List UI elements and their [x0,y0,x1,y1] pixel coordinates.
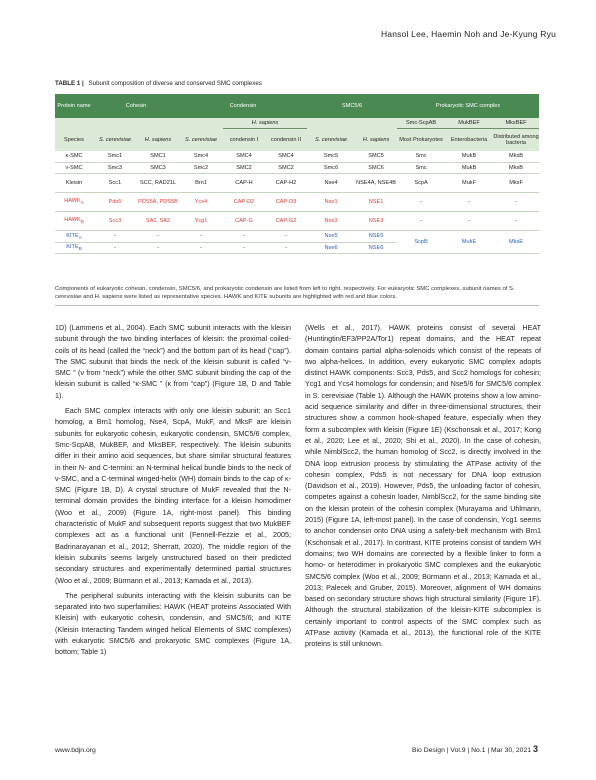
table-cell: NSE1 [355,193,397,212]
table-cell: ScpA [397,174,445,193]
table-cell: Nse6 [307,242,355,254]
footer-journal: Bio Design | Vol.9 | No.1 | Mar 30, 2021 [412,747,532,754]
species-cell: S. cerevisiae [179,129,223,152]
header-protein-name: Protein name [55,94,93,118]
species-cell: Species [55,129,93,152]
paragraph: Each SMC complex interacts with only one kleisin subunit: an Scc1 homolog, a Brn1 homolog, Nse4, ScpA, MukF, and MksF are kleisin subunits for eukaryotic cohesin, eukaryotic condensin, SMC5/6 complex, Smc-ScpAB, MukBEF, and MksBEF, respectively. The kleisin subunits differ in their amino acid sequences, but share similar structural features in their N- and C-termini: an N-terminal helical bundle binds to the neck of ν-SMC, and a C-terminal winged-helix (WH) domain binds to the cap of κ-SMC (Figure 1B, D). A crystal structure of MukF revealed that the N-terminal domain provides the binding interface for a kleisin homodimer (Woo et al., 2009) (Figure 1A, right-most panel). This binding characteristic of MukF and subsequent reports suggest that two MukBEF complexes act as a functional unit (Fennell-Fezzie et al., 2005; Badrinarayanan et al., 2012; Sherratt, 2020). The middle region of the kleisin subunits seems largely unstructured based on their predicted secondary structures and experimentally determined partial structures (Woo et al., 2009; Bürmann et al., 2013; Kamada et al., 2013). [55,406,291,585]
table-label: TABLE 1 | [55,80,84,87]
table-cell: Nse4 [307,174,355,193]
body-column-left [55,322,291,658]
footer-url[interactable]: www.bdjn.org [55,747,96,754]
table-cell: - [223,242,265,254]
table-cell: Smc3 [93,162,137,174]
table-cell: - [493,193,539,212]
subunit-table [55,94,539,254]
table-cell: MukB [445,162,493,174]
table-cell: CAP-G2 [265,212,307,231]
table-cell: SCC, RAD21L [137,174,179,193]
table-cell: CAP-H2 [265,174,307,193]
table-cell: - [493,212,539,231]
table-cell: Scc1 [93,174,137,193]
table-row [55,174,539,193]
table-cell: MukF [445,174,493,193]
table-cell: CAP-H [223,174,265,193]
subheader-mksbef: MksBEF [493,118,539,129]
table-cell: MksB [493,151,539,162]
species-cell: Distributed among bacteria [493,129,539,152]
table-cell: SMC6 [355,162,397,174]
table-cell: SA1, SA2 [137,212,179,231]
table-cell: NSE6 [355,242,397,254]
table-cell: Smc4 [179,151,223,162]
table-cell: SMC3 [137,162,179,174]
table-cell: - [93,231,137,243]
species-cell: Enterobacteria [445,129,493,152]
table-cell: CAP-D3 [265,193,307,212]
table-cell: SMC4 [265,151,307,162]
table-cell: - [265,242,307,254]
species-cell: condensin I [223,129,265,152]
table-cell: MksF [493,174,539,193]
species-cell: H. sapiens [137,129,179,152]
table-cell: MksB [493,162,539,174]
table-species-row [55,129,539,152]
species-cell: Most Prokaryotes [397,129,445,152]
subheader-smc-scpab: Smc-ScpAB [397,118,445,129]
row-label: $HAWK_A$ [55,193,93,212]
paragraph: (Wells et al., 2017). HAWK proteins consist of several HEAT (Huntingtin/EF3/PP2A/Tor1) repeat domains, and the HEAT repeat domain contains partial alpha-solenoids which consist of the repeats of two alpha-helices. In addition, every eukaryotic SMC complex adopts distinct HAWK components: Scc3, Pds5, and Scc2 homologs for cohesin; Ycg1 and Ycs4 homologs for condensin; and Nse5/6 for SMC5/6 complex in S. cerevisiae (Table 1). Although the HAWK proteins show a low amino-acid sequence similarity and differ in three-dimensional structures, their structures show a common hook-shaped feature, especially when they form a subcomplex with kleisin (Figure 1E) (Kschonsak et al., 2017; Kong et al., 2020; Lee et al., 2020; Shi et al., 2020). In the case of cohesin, while NimblScc2, the human homolog of Scc2, is directly involved in the DNA loop extrusion process by stimulating the ATPase activity of the cohesin complex, Pds5 is not necessary for DNA loop extrusion (Davidson et al., 2019). However, Pds5, the unloading factor of cohesin, competes against a cohesin loader, NimblScc2, for the same binding site on the kleisin protein of the cohesin complex (Murayama and Uhlmann, 2015) (Figure 1A, left-most panel). In the case of condensin, Ycg1 seems to anchor condensin onto DNA using a safety-belt mechanism with Brn1 (Kschonsak et al., 2017). In contrast, KITE proteins consist of tandem WH domains; two WH domains are connected by a flexible linker to form a homo- or heterodimer in prokaryotic SMC complexes and the eukaryotic SMC5/6 complex (Woo et al., 2009; Bürmann et al., 2013; Kamada et al., 2013; Palecek and Gruber, 2015). Moreover, alignment of WH domains based on secondary structure shows high structural similarity (Figure 1F). Although the structural stabilization of the kleisin-KITE subcomplex is certainly important to control aspects of the SMC complex such as ATPase activity (Kamada et al., 2013), the functional role of the KITE proteins is still unknown. [305,323,541,649]
header-cohesin: Cohesin [93,94,179,118]
table-title: Subunit composition of diverse and conserved SMC complexes [88,80,262,87]
table-cell: SMC4 [223,151,265,162]
table-cell: SMC1 [137,151,179,162]
table-cell: NSE3 [355,212,397,231]
table-row [55,212,539,231]
table-cell: Smc5 [307,151,355,162]
table-subheader-row [55,118,539,129]
row-label: $HAWK_B$ [55,212,93,231]
table-cell: Nse5 [307,231,355,243]
table-cell: MukB [445,151,493,162]
row-label: $KITE_A$ [55,231,93,243]
table-cell: Nse3 [307,212,355,231]
table-row [55,193,539,212]
running-header-authors: Hansol Lee, Haemin Noh and Je-Kyung Ryu [380,29,556,39]
table-cell: Smc1 [93,151,137,162]
table-cell: CAP-D2 [223,193,265,212]
table-cell: - [93,242,137,254]
table-cell: Smc [397,151,445,162]
table-cell: Smc [397,162,445,174]
table-cell: SMC2 [265,162,307,174]
table-cell: CAP-G [223,212,265,231]
header-condensin: Condensin [179,94,307,118]
table-cell: Smc2 [179,162,223,174]
table-caption [55,80,262,87]
table-cell: Pds5 [93,193,137,212]
table-cell: Ycg1 [179,212,223,231]
table-cell: - [265,231,307,243]
table-cell: PDS5A, PDS5B [137,193,179,212]
table-row [55,151,539,162]
table-cell: - [445,193,493,212]
row-label: $KITE_B$ [55,242,93,254]
table-cell: - [179,242,223,254]
table-cell: - [137,242,179,254]
table-cell: Nse1 [307,193,355,212]
row-label: ν-SMC [55,162,93,174]
table-cell: - [397,193,445,212]
table-cell: Ycs4 [179,193,223,212]
table-header-row [55,94,539,118]
species-cell: S. cerevisiae [307,129,355,152]
divider [55,305,539,306]
table-cell: - [223,231,265,243]
table-cell: Smc6 [307,162,355,174]
subheader-mukbef: MukBEF [445,118,493,129]
table-cell: MukE [445,231,493,254]
table-cell: NSE4A, NSE4B [355,174,397,193]
table-cell: - [445,212,493,231]
table-row [55,162,539,174]
body-column-right [305,322,541,650]
row-label: Kleisin [55,174,93,193]
table-cell: SMC5 [355,151,397,162]
species-cell: H. sapiens [355,129,397,152]
table-cell: - [397,212,445,231]
table-cell: - [179,231,223,243]
paragraph: 1D) (Lammens et al., 2004). Each SMC subunit interacts with the kleisin subunit through the two binding interfaces of kleisin: the proximal coiled-coils of its head (called the “neck”) and the bottom part of its head (“cap”). The SMC subunit that binds the neck of the kleisin subunit is called “ν-SMC ” (ν from “neck”) while the other SMC subunit binding the cap of the kleisin subunit is called “κ-SMC ” (κ from “cap”) (Figure 1B, D and Table 1). [55,323,291,400]
table-body [55,151,539,254]
table-cell: MksE [493,231,539,254]
page-number: 3 [533,744,539,754]
species-cell: S. cerevisiae [93,129,137,152]
table-footnote: Components of eukaryotic cohesin, condensin, SMC5/6, and prokaryotic condensin are listed from left to right, respectively. For eukaryotic SMC complexes, subunit names of S. cerevisiae and H. sapiens were listed as representative species. HAWK and KITE subunits are highlighted with red and blue colors. [55,286,515,300]
row-label: κ-SMC [55,151,93,162]
table-cell: Brn1 [179,174,223,193]
table-cell: ScpB [397,231,445,254]
subheader-hsapiens: H. sapiens [223,118,307,129]
species-cell: condensin II [265,129,307,152]
paragraph: The peripheral subunits interacting with the kleisin subunits can be separated into two superfamilies: HAWK (HEAT proteins Associated With Kleisin) with eukaryotic cohesin, condensin, and SMC5/6; and KITE (Kleisin Interacting Tandem winged helical Elements of SMC complexes) with eukaryotic SMC5/6 and prokaryotic SMC complexes (Figure 1A, bottom; Table 1) [55,590,291,657]
table-cell: Scc3 [93,212,137,231]
header-prokaryotic: Prokaryotic SMC complex [397,94,539,118]
table-cell: SMC2 [223,162,265,174]
table-cell: - [137,231,179,243]
table-row [55,231,539,243]
table-cell: NSE5 [355,231,397,243]
header-smc56: SMC5/6 [307,94,397,118]
